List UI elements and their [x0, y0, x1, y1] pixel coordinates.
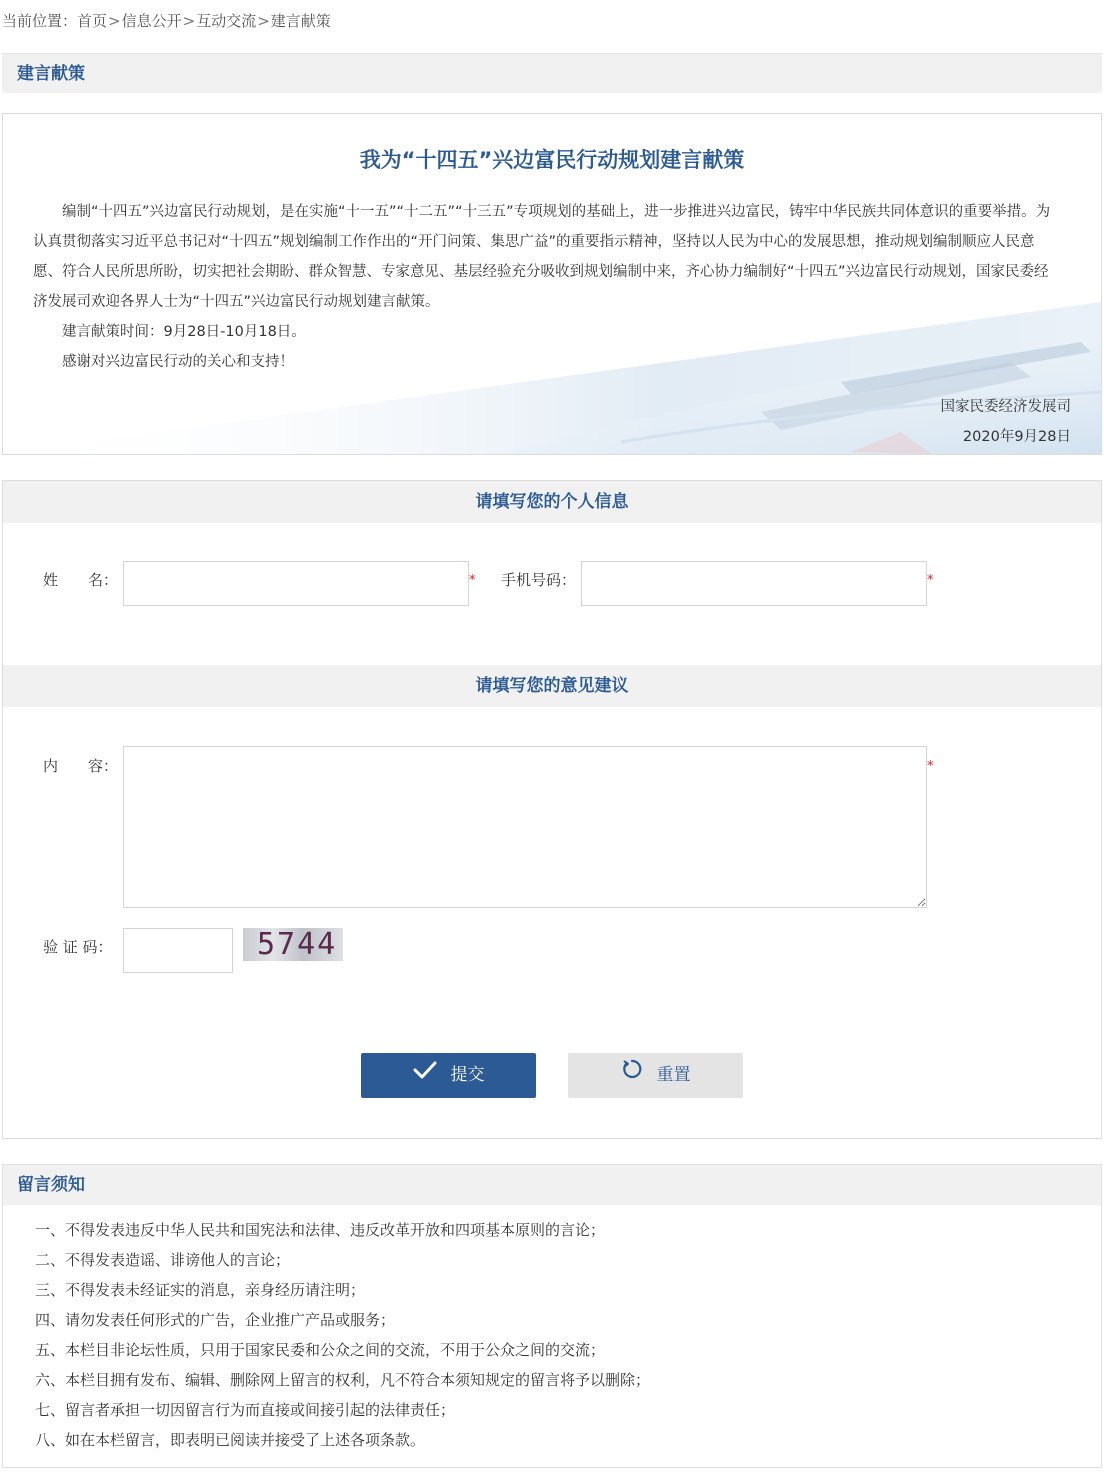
breadcrumb-separator: > [108, 12, 121, 30]
required-mark: * [927, 759, 934, 774]
reset-button[interactable] [568, 1053, 743, 1098]
phone-input[interactable] [581, 561, 927, 606]
rules-panel [2, 1164, 1102, 1468]
name-input[interactable] [123, 561, 469, 606]
refresh-icon [621, 1053, 643, 1098]
content-textarea[interactable] [123, 746, 927, 908]
notice-signature-block [941, 392, 1072, 452]
breadcrumb [2, 10, 331, 32]
breadcrumb-separator: > [257, 12, 270, 30]
required-mark: * [469, 573, 476, 588]
rule-item: 三、不得发表未经证实的消息，亲身经历请注明； [35, 1281, 366, 1299]
captcha-image[interactable] [243, 928, 343, 961]
rules-heading: 留言须知 [3, 1165, 1101, 1205]
rule-item: 七、留言者承担一切因留言行为而直接或间接引起的法律责任； [35, 1401, 456, 1419]
required-mark: * [927, 573, 934, 588]
rule-item: 二、不得发表造谣、诽谤他人的言论； [35, 1251, 291, 1269]
breadcrumb-link-info[interactable]: 信息公开 [121, 12, 182, 30]
submit-button[interactable] [361, 1053, 536, 1098]
breadcrumb-prefix: 当前位置： [2, 12, 78, 30]
submit-button-label: 提交 [450, 1065, 485, 1085]
breadcrumb-separator: > [182, 12, 196, 30]
notice-panel [2, 113, 1102, 455]
rule-item: 六、本栏目拥有发布、编辑、删除网上留言的权利，凡不符合本须知规定的留言将予以删除； [35, 1371, 651, 1389]
rule-item: 四、请勿发表任何形式的广告，企业推广产品或服务； [35, 1311, 396, 1329]
notice-paragraph: 建言献策时间：9月28日-10月18日。 [62, 324, 306, 340]
rule-item: 五、本栏目非论坛性质，只用于国家民委和公众之间的交流，不用于公众之间的交流； [35, 1341, 606, 1359]
personal-info-heading: 请填写您的个人信息 [3, 481, 1101, 523]
name-label: 姓 名： [43, 571, 119, 589]
notice-title: 我为“十四五”兴边富民行动规划建言献策 [359, 148, 745, 172]
captcha-label: 验 证 码： [43, 938, 113, 956]
breadcrumb-current[interactable]: 建言献策 [270, 12, 331, 30]
rule-item: 一、不得发表违反中华人民共和国宪法和法律、违反改革开放和四项基本原则的言论； [35, 1221, 606, 1239]
content-label: 内 容： [43, 757, 119, 775]
phone-label: 手机号码： [501, 571, 577, 589]
notice-paragraph: 编制“十四五”兴边富民行动规划，是在实施“十一五”“十二五”“十三五”专项规划的基础上，进一步推进兴边富民，铸牢中华民族共同体意识的重要举措。为认真贯彻落实习近平总书记对“十四五”规划编制工作作出的“开门问策、集思广益”的重要指示精神，坚持以人民为中心的发展思想，推动规划编制顺应人民意愿、符合人民所思所盼，切实把社会期盼、群众智慧、专家意见、基层经验充分吸收到规划编制中来，齐心协力编制好“十四五”兴边富民行动规划，国家民委经济发展司欢迎各界人士为“十四五”兴边富民行动规划建言献策。 [33, 204, 1051, 310]
breadcrumb-link-interaction[interactable]: 互动交流 [196, 12, 257, 30]
check-icon [413, 1053, 437, 1098]
captcha-text: 5744 [257, 928, 338, 961]
rule-item: 八、如在本栏留言，即表明已阅读并接受了上述各项条款。 [35, 1431, 426, 1449]
rules-list [35, 1215, 650, 1455]
captcha-input[interactable] [123, 928, 233, 973]
notice-signature: 国家民委经济发展司 [940, 399, 1071, 415]
reset-button-label: 重置 [656, 1065, 691, 1085]
breadcrumb-link-home[interactable]: 首页 [77, 12, 108, 30]
notice-date: 2020年9月28日 [962, 429, 1071, 445]
suggestion-form [2, 480, 1102, 1139]
opinion-heading: 请填写您的意见建议 [3, 665, 1101, 707]
notice-body [33, 197, 1059, 377]
section-title: 建言献策 [2, 53, 1102, 93]
notice-paragraph: 感谢对兴边富民行动的关心和支持！ [62, 354, 294, 370]
